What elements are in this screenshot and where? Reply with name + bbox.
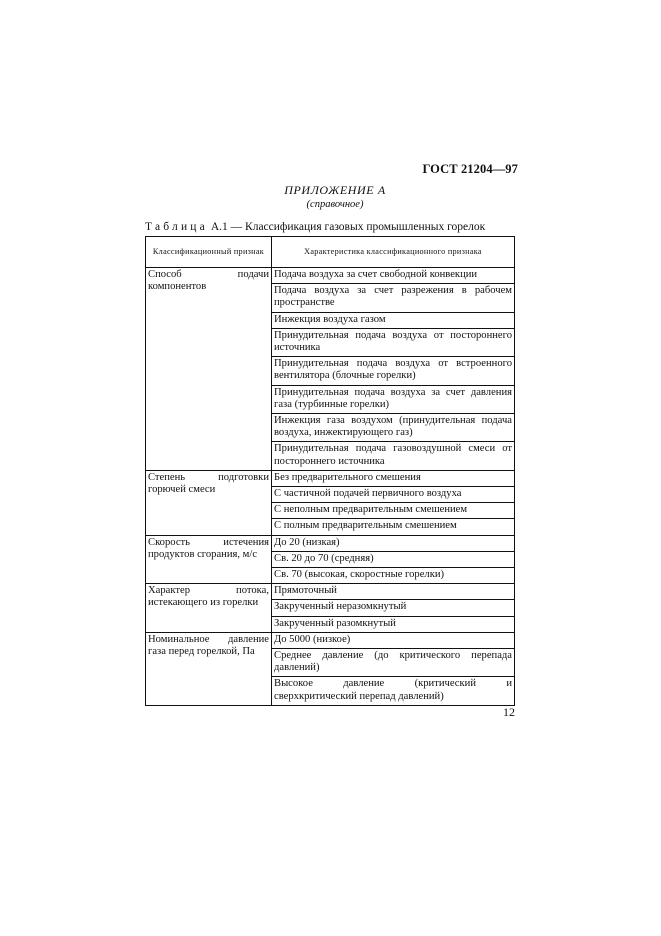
- classification-table: [145, 236, 515, 706]
- characteristic-cell: Подача воздуха за счет разрежения в рабочем пространстве: [272, 284, 515, 312]
- table-caption: [145, 221, 525, 233]
- characteristic-cell: Прямоточный: [272, 584, 515, 600]
- table-row: [146, 470, 515, 486]
- characteristic-cell: Св. 70 (высокая, скоростные горелки): [272, 568, 515, 584]
- column-header-characteristic: Характеристика классификационного признака: [272, 237, 515, 268]
- appendix-title: ПРИЛОЖЕНИЕ А: [284, 183, 386, 197]
- document-code: ГОСТ 21204—97: [422, 162, 518, 176]
- feature-cell: Степень подготовки горючей смеси: [146, 470, 272, 535]
- table-caption-label: Таблица: [145, 221, 208, 233]
- table-row: [146, 535, 515, 551]
- table-row: [146, 268, 515, 284]
- characteristic-cell: Закрученный разомкнутый: [272, 616, 515, 632]
- characteristic-cell: С неполным предварительным смешением: [272, 503, 515, 519]
- table-body: [146, 268, 515, 706]
- feature-cell: Скорость истечения продуктов сгорания, м/с: [146, 535, 272, 584]
- table-row: [146, 632, 515, 648]
- characteristic-cell: С частичной подачей первичного воздуха: [272, 487, 515, 503]
- characteristic-cell: Среднее давление (до критического перепада давлений): [272, 649, 515, 677]
- characteristic-cell: До 5000 (низкое): [272, 632, 515, 648]
- feature-cell: Номинальное давление газа перед горелкой, Па: [146, 632, 272, 705]
- column-header-feature: Классификационный признак: [146, 237, 272, 268]
- characteristic-cell: Принудительная подача воздуха от встроенного вентилятора (блочные горелки): [272, 357, 515, 385]
- characteristic-cell: До 20 (низкая): [272, 535, 515, 551]
- characteristic-cell: Подача воздуха за счет свободной конвекции: [272, 268, 515, 284]
- characteristic-cell: Высокое давление (критический и сверхкритический перепад давлений): [272, 677, 515, 705]
- characteristic-cell: Без предварительного смешения: [272, 470, 515, 486]
- characteristic-cell: Принудительная подача воздуха от постороннего источника: [272, 328, 515, 356]
- characteristic-cell: Инжекция воздуха газом: [272, 312, 515, 328]
- characteristic-cell: Закрученный неразомкнутый: [272, 600, 515, 616]
- feature-cell: Способ подачи компонентов: [146, 268, 272, 471]
- page-number: 12: [503, 705, 515, 719]
- characteristic-cell: Инжекция газа воздухом (принудительная подача воздуха, инжектирующего газ): [272, 414, 515, 442]
- table-caption-text: Классификация газовых промышленных горелок: [245, 221, 486, 233]
- table-header-row: [146, 237, 515, 268]
- characteristic-cell: С полным предварительным смешением: [272, 519, 515, 535]
- characteristic-cell: Принудительная подача воздуха за счет давления газа (турбинные горелки): [272, 385, 515, 413]
- characteristic-cell: Принудительная подача газовоздушной смеси от постороннего источника: [272, 442, 515, 470]
- table-caption-number: А.1: [210, 221, 228, 233]
- appendix-subtitle: (справочное): [306, 199, 364, 210]
- characteristic-cell: Св. 20 до 70 (средняя): [272, 551, 515, 567]
- table-caption-dash: —: [230, 221, 243, 233]
- feature-cell: Характер потока, истекающего из горелки: [146, 584, 272, 633]
- table-row: [146, 584, 515, 600]
